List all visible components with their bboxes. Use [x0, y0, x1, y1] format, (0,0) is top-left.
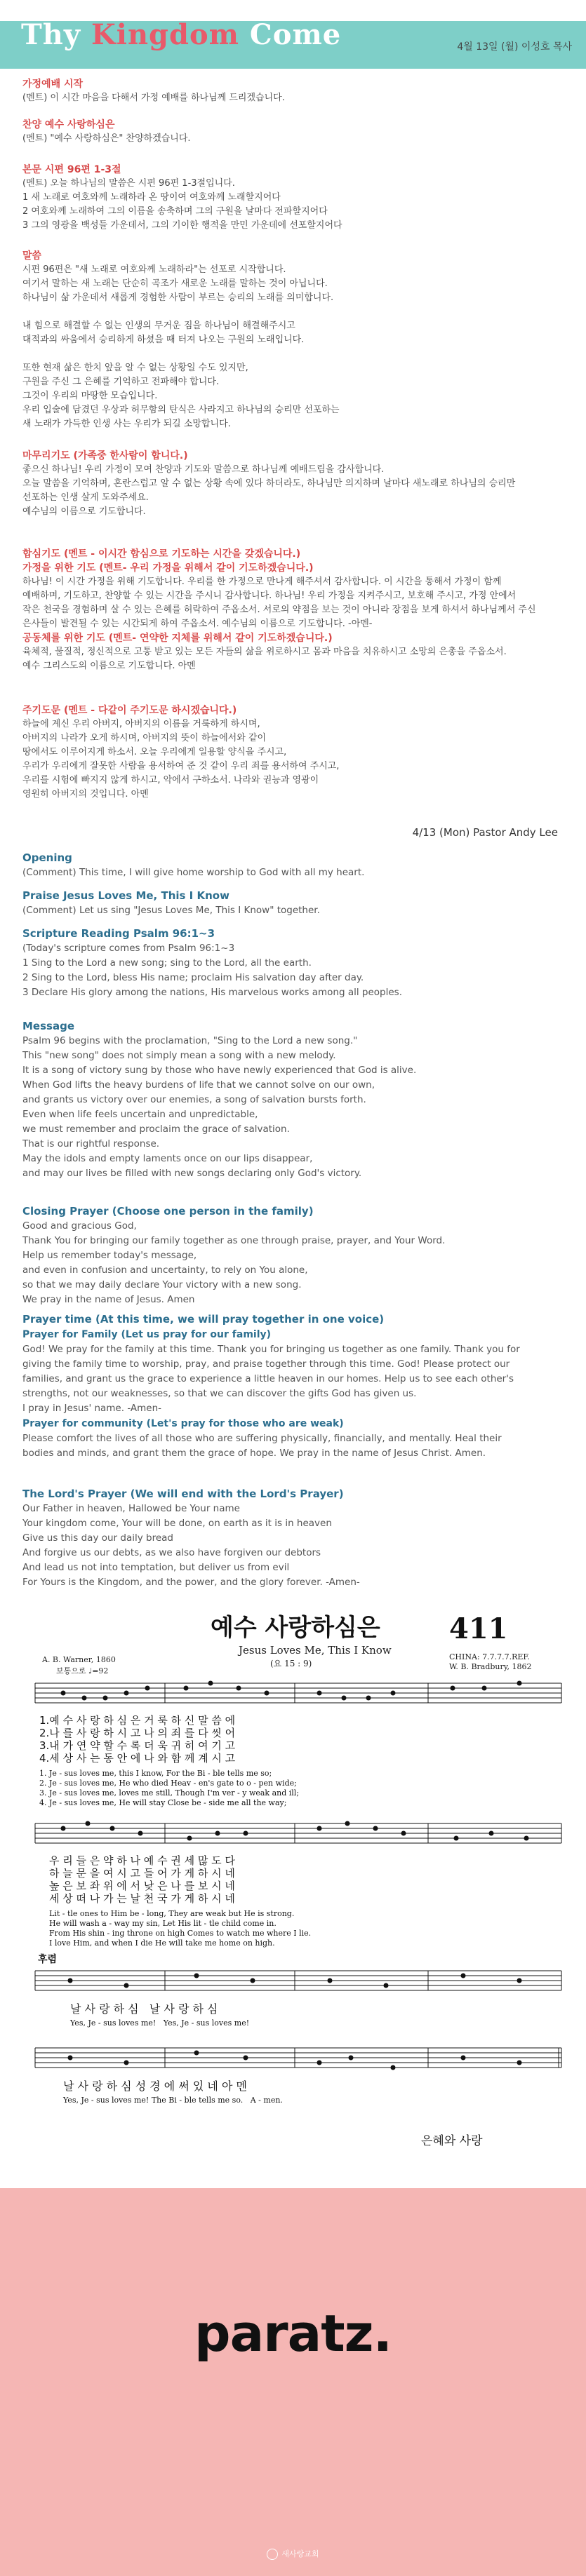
- en-community-prayer-body: Please comfort the lives of all those who are suffering physically, financially, and mentally. Heal their bodies and minds, and grant them the grace of hope. We pray in the name of Jesus Christ. Amen.: [22, 1433, 502, 1459]
- ko-praise: [22, 118, 570, 146]
- row2-ko-verse2: 하 늘 문 을 여 시 고 들 어 가 게 하 시 네: [49, 1867, 235, 1880]
- ko-prayer-time: [22, 547, 570, 673]
- en-prayer-heading: Prayer time (At this time, we will pray together in one voice): [22, 1313, 385, 1326]
- row2-korean-lyrics: [49, 1854, 235, 1905]
- staff-row-3: [35, 1971, 561, 1990]
- en-prayer-time: [22, 1311, 570, 1461]
- header: [0, 0, 586, 69]
- en-community-prayer-heading: Prayer for community (Let's pray for those who are weak): [22, 1418, 344, 1429]
- ko-prayer-heading: 합심기도 (멘트 - 이시간 합심으로 기도하는 시간을 갖겠습니다.): [22, 548, 301, 560]
- en-message: [22, 1018, 570, 1181]
- ko-praise-heading: 찬양 예수 사랑하심은: [22, 119, 115, 130]
- footer-banner: [0, 2188, 586, 2576]
- row2-ko-verse1: 우 리 들 은 약 하 나 예 수 권 세 많 도 다: [49, 1854, 235, 1867]
- row2-ko-verse4: 세 상 떠 나 가 는 날 천 국 가 게 하 시 네: [49, 1892, 235, 1905]
- ko-opening-body: (멘트) 이 시간 마음을 다해서 가정 예배를 하나님께 드리겠습니다.: [22, 93, 285, 103]
- en-praise-body: (Comment) Let us sing "Jesus Loves Me, This I Know" together.: [22, 905, 320, 916]
- staff-row-4: [35, 2048, 561, 2070]
- hymn-tune: CHINA: 7.7.7.7.REF.: [449, 1652, 530, 1661]
- church-logo-icon: [267, 2549, 278, 2560]
- row2-english-lyrics: [49, 1909, 311, 1948]
- refrain-label: 후렴: [38, 1954, 58, 1965]
- hymn-category: 은혜와 사랑: [421, 2134, 483, 2148]
- hymn-number: 411: [449, 1612, 508, 1645]
- church-logo: [0, 2548, 586, 2560]
- en-family-prayer-body: God! We pray for the family at this time. Thank you for bringing us together as one family. Thank you for giving the family time to worship, pray, and praise together through this time. God! Please protect our families, and grant us the grace to experience a little heaven in our homes. Help us to see each other's strengths, not our weaknesses, so that we can discover the gifts God has given us. I pray in Jesus' name. -Amen-: [22, 1344, 520, 1414]
- ko-message: [22, 249, 570, 431]
- ko-opening-heading: 가정예배 시작: [22, 79, 84, 90]
- en-praise-heading: Praise Jesus Loves Me, This I Know: [22, 889, 229, 902]
- row3-korean-lyrics: 날 사 랑 하 심 날 사 랑 하 심: [70, 2002, 218, 2016]
- row2-en-verse1: Lit - tle ones to Him be - long, They are weak but He is strong.: [49, 1909, 295, 1918]
- ko-lords-prayer: [22, 703, 570, 802]
- row2-en-verse4: I love Him, and when I die He will take me home on high.: [49, 1938, 275, 1948]
- ko-message-heading: 말씀: [22, 250, 42, 262]
- header-date-author: 4월 13일 (월) 이성호 목사: [457, 41, 572, 53]
- hymn-title-ko: 예수 사랑하심은: [211, 1614, 380, 1642]
- en-closing-prayer: [22, 1203, 570, 1307]
- paratz-logo: paratz.: [194, 2304, 392, 2363]
- en-closing-heading: Closing Prayer (Choose one person in the family): [22, 1205, 314, 1218]
- en-scripture-heading: Scripture Reading Psalm 96:1~3: [22, 927, 215, 940]
- row1-ko-verse2: 2.나 를 사 랑 하 시 고 나 의 죄 를 다 씻 어: [39, 1727, 236, 1739]
- ko-closing-prayer: [22, 449, 570, 519]
- ko-scripture-body: (멘트) 오늘 하나님의 말씀은 시편 96편 1-3절입니다. 1 새 노래로 여호와께 노래하라 온 땅이여 여호와께 노래할지어다 2 여호와께 노래하여 그의 이름을 송축하며 그의 구원을 날마다 전파할지어다 3 그의 영광을 백성들 가운데서, 그의 기이한 행적을 만민 가운데에 선포할지어다: [22, 178, 342, 231]
- en-lords-prayer: [22, 1486, 570, 1590]
- ko-community-prayer-body: 육체적, 물질적, 정신적으로 고통 받고 있는 모든 자들의 삶을 위로하시고 몸과 마음을 치유하시고 소망의 은총을 주옵소서. 예수 그리스도의 이름으로 기도합니다. 아멘: [22, 647, 507, 671]
- ko-lords-prayer-body: 하늘에 계신 우리 아버지, 아버지의 이름을 거룩하게 하시며, 아버지의 나라가 오게 하시며, 아버지의 뜻이 하늘에서와 같이 땅에서도 이루어지게 하소서. 오늘 우리에게 일용할 양식을 주시고, 우리가 우리에게 잘못한 사람을 용서하여 준 것 같이 우리 죄를 용서하여 주시고, 우리를 시험에 빠지지 않게 하시고, 악에서 구하소서. 나라와 권능과 영광이 영원히 아버지의 것입니다. 아멘: [22, 719, 340, 800]
- ko-closing-body: 좋으신 하나님! 우리 가정이 모여 찬양과 기도와 말씀으로 하나님께 예배드림을 감사합니다. 오늘 말씀을 기억하며, 혼란스럽고 알 수 없는 상황 속에 있다 하더라도, 하나님만 의지하며 날마다 새노래로 하나님의 승리만 선포하는 인생 살게 도와주세요. 예수님의 이름으로 기도합니다.: [22, 464, 516, 517]
- row4-english-lyrics: Yes, Je - sus loves me! The Bi - ble tells me so. A - men.: [63, 2096, 283, 2105]
- ko-scripture: [22, 163, 570, 233]
- en-opening-heading: Opening: [22, 851, 72, 864]
- row1-en-verse2: 2. Je - sus loves me, He who died Heav - en's gate to o - pen wide;: [39, 1779, 297, 1788]
- row3-english-lyrics: Yes, Je - sus loves me! Yes, Je - sus loves me!: [70, 2018, 250, 2028]
- en-date-author: 4/13 (Mon) Pastor Andy Lee: [412, 826, 558, 839]
- row1-ko-verse3: 3.내 가 연 약 할 수 록 더 욱 귀 히 여 기 고: [39, 1739, 236, 1752]
- ko-message-body: 시편 96편은 "새 노래로 여호와께 노래하라"는 선포로 시작합니다. 여기서 말하는 새 노래는 단순히 곡조가 새로운 노래를 말하는 것이 아닙니다. 하나님이 삶 가운데서 새롭게 경험한 사람이 부르는 승리의 노래를 의미합니다. 내 힘으로 해결할 수 없는 인생의 무거운 짐을 하나님이 해결해주시고 대적과의 싸움에서 승리하게 하셨을 때 터져 나오는 구원의 노래입니다. 또한 현재 삶은 한치 앞을 알 수 없는 상황일 수도 있지만, 구원을 주신 그 은혜를 기억하고 전파해야 합니다. 그것이 우리의 마땅한 모습입니다. 우리 입술에 담겼던 우상과 허무함의 탄식은 사라지고 하나님의 승리만 선포하는 새 노래가 가득한 인생 사는 우리가 되길 소망합니다.: [22, 264, 340, 429]
- hymn-composer: W. B. Bradbury, 1862: [449, 1662, 532, 1671]
- row1-ko-verse1: 1.예 수 사 랑 하 심 은 거 룩 하 신 말 씀 에: [39, 1714, 236, 1727]
- staff-row-2: [35, 1821, 561, 1844]
- hymn-author: A. B. Warner, 1860: [42, 1655, 116, 1664]
- row2-en-verse2: He will wash a - way my sin, Let His lit - tle child come in.: [49, 1919, 277, 1928]
- row1-en-verse4: 4. Je - sus loves me, He will stay Close be - side me all the way;: [39, 1798, 287, 1807]
- en-message-body: Psalm 96 begins with the proclamation, "Sing to the Lord a new song." This "new song" does not simply mean a song with a new melody. It is a song of victory sung by those who have newly experienced that God is alive. When God lifts the heavy burdens of life that we cannot solve on our own, and grants us victory over our enemies, a song of salvation bursts forth. Even when life feels uncertain and unpredictable, we must remember and proclaim the grace of salvation. That is our rightful response. May the idols and empty laments once on our lips disappear, and may our lives be filled with new songs declaring only God's victory.: [22, 1035, 417, 1179]
- en-lords-prayer-heading: The Lord's Prayer (We will end with the Lord's Prayer): [22, 1488, 344, 1500]
- en-family-prayer-heading: Prayer for Family (Let us pray for our family): [22, 1329, 272, 1340]
- ko-lords-prayer-heading: 주기도문 (멘트 - 다같이 주기도문 하시겠습니다.): [22, 705, 237, 716]
- ko-closing-heading: 마무리기도 (가족중 한사람이 합니다.): [22, 450, 188, 461]
- en-lords-prayer-body: Our Father in heaven, Hallowed be Your name Your kingdom come, Your will be done, on earth as it is in heaven Give us this day our daily bread And forgive us our debts, as we also have forgiven our debtors And lead us not into temptation, but deliver us from evil For Yours is the Kingdom, and the power, and the glory forever. -Amen-: [22, 1503, 360, 1588]
- row4-korean-lyrics: 날 사 랑 하 심 성 경 에 써 있 네 아 멘: [63, 2079, 247, 2093]
- row1-en-verse1: 1. Je - sus loves me, this I know, For the Bi - ble tells me so;: [39, 1769, 272, 1778]
- hymn-reference: (요 15 : 9): [270, 1659, 312, 1668]
- en-closing-body: Good and gracious God, Thank You for bringing our family together as one through praise, prayer, and Your Word. Help us remember today's message, and even in confusion and uncertainty, to rely on You alone, so that we may daily declare Your victory with a new song. We pray in the name of Jesus. Amen: [22, 1220, 446, 1305]
- en-message-heading: Message: [22, 1020, 74, 1032]
- ko-opening: [22, 77, 570, 105]
- row1-ko-verse4: 4.세 상 사 는 동 안 에 나 와 함 께 계 시 고: [39, 1752, 236, 1765]
- row1-korean-lyrics: [39, 1714, 236, 1765]
- church-name: 새사랑교회: [281, 2549, 319, 2558]
- hymn-title-en: Jesus Loves Me, This I Know: [239, 1644, 392, 1657]
- en-scripture-body: (Today's scripture comes from Psalm 96:1~3 1 Sing to the Lord a new song; sing to the Lord, all the earth. 2 Sing to the Lord, bless His name; proclaim His salvation day after day. 3 Declare His glory among the nations, His marvelous works among all peoples.: [22, 943, 402, 998]
- ko-community-prayer-heading: 공동체를 위한 기도 (멘트- 연약한 지체를 위해서 같이 기도하겠습니다.): [22, 633, 333, 644]
- ko-praise-body: (멘트) "예수 사랑하심은" 찬양하겠습니다.: [22, 133, 191, 144]
- hymn-score: [0, 1606, 586, 2167]
- page-title: Thy Kingdom Come: [21, 18, 342, 51]
- row1-english-lyrics: [39, 1769, 299, 1807]
- hymn-sheet: [0, 1606, 586, 2167]
- en-opening: [22, 850, 570, 880]
- hymn-tempo: 보통으로 ♩=92: [56, 1666, 109, 1675]
- en-opening-body: (Comment) This time, I will give home worship to God with all my heart.: [22, 867, 365, 878]
- row1-en-verse3: 3. Je - sus loves me, loves me still, Though I'm ver - y weak and ill;: [39, 1788, 300, 1798]
- row2-ko-verse3: 높 은 보 좌 위 에 서 낮 은 나 를 보 시 네: [49, 1880, 235, 1892]
- row2-en-verse3: From His shin - ing throne on high Comes to watch me where I lie.: [49, 1929, 312, 1938]
- ko-scripture-heading: 본문 시편 96편 1-3절: [22, 164, 121, 175]
- ko-family-prayer-body: 하나님! 이 시간 가정을 위해 기도합니다. 우리를 한 가정으로 만나게 해주셔서 감사합니다. 이 시간을 통해서 가정이 함께 예배하며, 기도하고, 찬양할 수 있는 시간을 주시니 감사합니다. 하나님! 우리 가정을 지켜주시고, 보호해 주시고, 가정 안에서 작은 천국을 경험하며 살 수 있는 은혜를 허락하여 주옵소서. 서로의 약점을 보는 것이 아니라 장점을 보게 하셔서 하나님께서 주신 은사들이 발견될 수 있는 시간되게 하여 주옵소서. 예수님의 이름으로 기도합니다. -아멘-: [22, 576, 536, 629]
- en-praise: [22, 888, 570, 918]
- staff-row-1: [35, 1681, 561, 1704]
- ko-family-prayer-heading: 가정을 위한 기도 (멘트- 우리 가정을 위해서 같이 기도하겠습니다.): [22, 562, 314, 574]
- en-scripture: [22, 926, 570, 1000]
